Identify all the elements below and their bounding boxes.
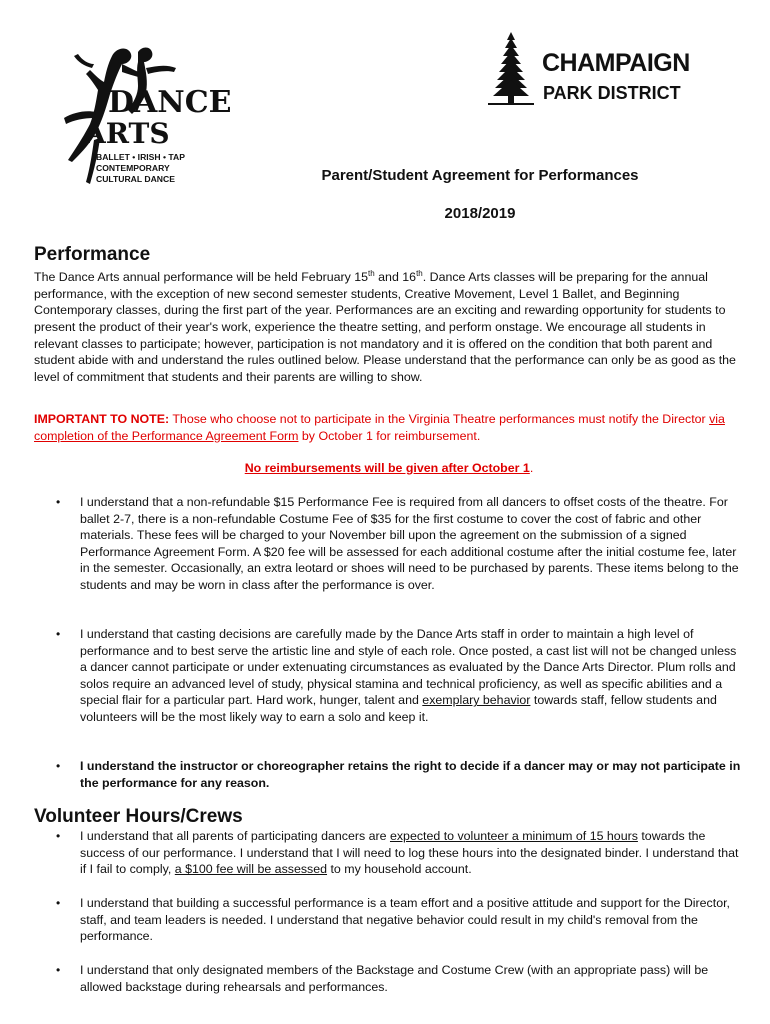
- vol-underlined-hours: expected to volunteer a minimum of 15 hours: [389, 829, 638, 843]
- casting-text-b: towards staff, fellow students and volunteers will be the most likely way to earn a solo and keep it.: [80, 693, 717, 724]
- list-item-team-effort: I understand that building a successful performance is a team effort and a positive attitude and support for the Director, staff, and team leaders is needed. I understand that negative behavior could result in my child's removal from the performance.: [80, 896, 730, 944]
- important-label: IMPORTANT TO NOTE:: [34, 412, 170, 426]
- reimbursement-deadline: [34, 461, 744, 475]
- year-label: 2018/2019: [444, 205, 516, 222]
- bullet-icon: •: [56, 896, 61, 910]
- logo-tagline-2: CONTEMPORARY: [96, 163, 170, 173]
- bullet-icon: •: [56, 759, 61, 773]
- bullet-icon: •: [56, 495, 61, 509]
- logo-park-district: PARK DISTRICT: [543, 83, 681, 103]
- vol-text-c: to my household account.: [327, 862, 472, 877]
- vol-underlined-fee: a $100 fee will be assessed: [174, 862, 328, 877]
- important-text-1: Those who choose not to participate in the Virginia Theatre performances must notify the Director: [169, 412, 710, 426]
- performance-heading: Performance: [34, 244, 151, 265]
- deadline-period: .: [529, 461, 534, 475]
- bullet-icon: •: [56, 829, 61, 843]
- logo-tagline-3: CULTURAL DANCE: [96, 174, 175, 184]
- superscript-2: th: [416, 269, 423, 278]
- logo-tagline-1: BALLET • IRISH • TAP: [96, 152, 185, 162]
- list-item-backstage: I understand that only designated members of the Backstage and Costume Crew (with an appropriate pass) will be allowed backstage during rehearsals and performances.: [80, 963, 709, 994]
- casting-text-a: I understand that casting decisions are carefully made by the Dance Arts staff in order to maintain a high level of performance and to best serve the artistic line and style of each role. Once posted, a cast list will not be changed unless a dancer cannot participate or under extenuating circumstances as evaluated by the Dance Arts Director. Plum rolls and solos require an advanced level of study, physical stamina and technical proficiency, as well as specific abilities and a special flair for a particular part. Hard work, hunger, talent and: [80, 627, 737, 708]
- vol-text-b: towards the success of our performance. I understand that I will need to log these hours into the designated binder. I understand that if I fail to comply,: [80, 829, 739, 877]
- bullet-icon: •: [56, 627, 61, 641]
- important-text-2: by October 1 for reimbursement.: [298, 428, 481, 443]
- bullet-icon: •: [56, 963, 61, 977]
- page-title: Parent/Student Agreement for Performances: [321, 167, 639, 184]
- important-note: [34, 411, 744, 444]
- logo-champaign: CHAMPAIGN: [542, 49, 690, 77]
- volunteer-heading: Volunteer Hours/Crews: [34, 806, 243, 827]
- logo-word-dance: DANCE: [108, 85, 232, 120]
- vol-text-a: I understand that all parents of participating dancers are: [80, 829, 390, 843]
- list-item-instructor-right: I understand the instructor or choreographer retains the right to decide if a dancer may or may not participate in the performance for any reason.: [80, 759, 741, 790]
- performance-paragraph: [34, 266, 744, 385]
- para-text-2: and 16: [374, 270, 417, 285]
- superscript-1: th: [368, 269, 375, 278]
- para-text-1: The Dance Arts annual performance will be held February 15: [34, 270, 369, 285]
- para-text-3: . Dance Arts classes will be preparing for the annual performance, with the exception of new second semester students, Creative Movement, Level 1 Ballet, and Beginning Contemporary classes, during the first part of the year. Performances are an exciting and rewarding opportunity for students to present the product of their year's work, experience the theatre setting, and perform onstage. We encourage all students in relevant classes to participate; however, participation is not mandatory and it is offered on the condition that both parent and student abide with and understand the rules outlined below. Please understand that the performance can only be as good as the level of commitment that students and their parents are willing to show.: [34, 270, 736, 384]
- casting-underlined: exemplary behavior: [422, 693, 531, 708]
- deadline-text: No reimbursements will be given after October 1: [244, 461, 530, 475]
- agreement-form-link[interactable]: via completion of the Performance Agreement Form: [34, 412, 725, 443]
- list-item-volunteer-hours: [80, 828, 744, 878]
- logo-word-arts: ARTS: [84, 117, 170, 150]
- list-item-casting: [80, 626, 744, 726]
- list-item-fees: I understand that a non-refundable $15 Performance Fee is required from all dancers to offset costs of the theatre. For ballet 2-7, there is a non-refundable Costume Fee of $35 for the first costume to cover the cost of fabric and other materials. These fees will be charged to your November bill upon the agreement on the submission of a signed Performance Agreement Form. A $20 fee will be assessed for each additional costume after the initial costume fee, later in the semester. Occasionally, an extra leotard or shoes will need to be purchased by parents. These items belong to the students and may be worn in class after the performance is over.: [80, 495, 739, 592]
